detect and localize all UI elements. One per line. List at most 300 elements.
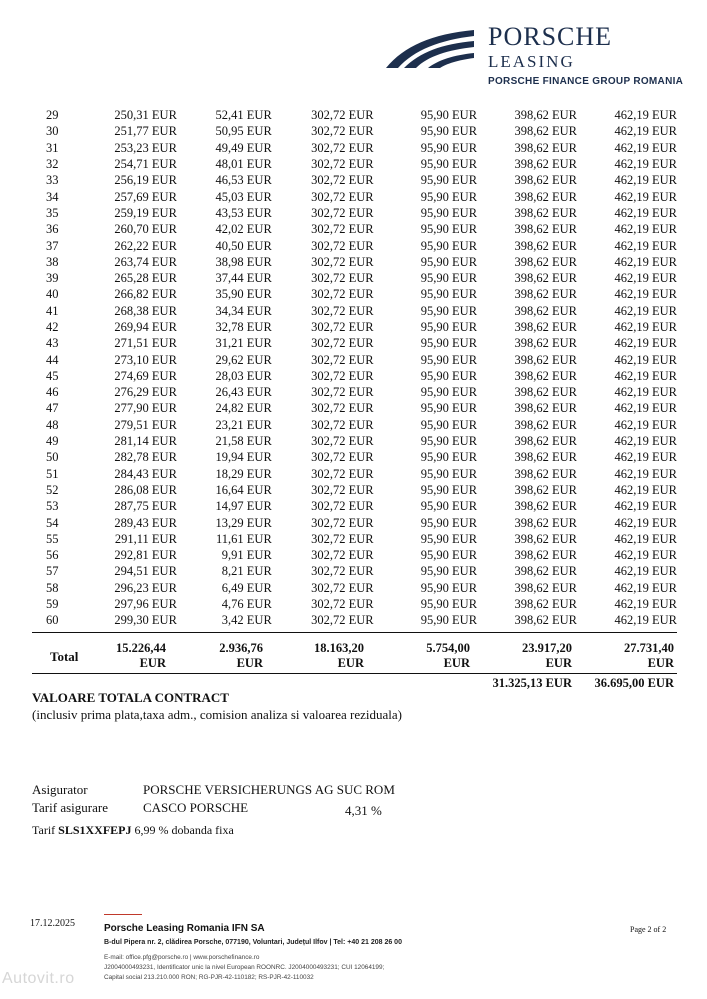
porsche-leasing-logo-icon [384,24,476,70]
insurance-tariff-label: Tarif asigurare [32,800,108,815]
table-cell: 95,90 EUR [420,205,478,220]
table-cell: 302,72 EUR [311,303,374,318]
table-cell: 462,19 EUR [614,238,677,253]
table-cell: 462,19 EUR [614,173,677,188]
grand-total-col6: 36.695,00 EUR [594,676,674,690]
table-cell: 271,51 EUR [114,336,177,351]
table-cell: 95,90 EUR [420,531,478,546]
table-cell: 302,72 EUR [311,205,374,220]
table-cell: 302,72 EUR [311,140,374,155]
installment-number: 49 [46,434,59,449]
footer-company-name: Porsche Leasing Romania IFN SA [104,923,265,934]
table-cell: 302,72 EUR [311,320,374,334]
table-cell: 273,10 EUR [114,352,177,367]
installment-number: 57 [46,564,59,579]
total-final [600,641,674,671]
table-row [32,580,677,596]
table-cell: 26,43 EUR [215,385,272,400]
table-cell: 260,70 EUR [114,222,177,237]
table-cell: 462,19 EUR [614,368,677,383]
installment-number: 34 [46,189,59,204]
table-cell: 21,58 EUR [215,434,272,449]
table-cell: 28,03 EUR [215,368,272,383]
table-cell: 13,29 EUR [215,515,272,530]
table-cell: 398,62 EUR [514,336,577,351]
table-cell: 40,50 EUR [215,238,272,253]
installment-number: 36 [46,222,59,237]
table-cell: 398,62 EUR [514,564,577,579]
table-cell: 302,72 EUR [311,482,374,497]
total-rate [300,641,364,671]
table-cell: 292,81 EUR [114,548,177,563]
footer-capital: Capital social 213.210.000 RON; RG-PJR-42-110182; RS-PJR-42-110032 [104,974,314,981]
table-cell: 253,23 EUR [114,140,177,155]
installment-number: 37 [46,238,59,253]
table-cell: 95,90 EUR [420,287,478,302]
installment-number: 39 [46,271,59,286]
total-principal [104,641,166,671]
table-row [32,172,677,188]
table-cell: 302,72 EUR [311,613,374,628]
table-cell: 49,49 EUR [215,140,272,155]
installment-number: 40 [46,287,59,302]
installment-number: 44 [46,352,59,367]
table-row [32,449,677,465]
table-cell: 282,78 EUR [114,450,177,465]
table-cell: 42,02 EUR [215,222,272,237]
installment-number: 54 [46,515,59,530]
table-cell: 95,90 EUR [420,434,478,449]
table-row [32,466,677,482]
table-cell: 43,53 EUR [215,205,272,220]
installment-number: 58 [46,580,59,595]
table-cell: 398,62 EUR [514,222,577,237]
table-cell: 462,19 EUR [614,385,677,400]
table-cell: 462,19 EUR [614,287,677,302]
table-cell: 95,90 EUR [420,417,478,432]
table-row [32,254,677,270]
table-cell: 398,62 EUR [514,482,577,497]
table-cell: 398,62 EUR [514,417,577,432]
table-cell: 95,90 EUR [420,499,478,514]
totals-top-rule [32,632,677,633]
rate-text: 6,99 % dobanda fixa [134,823,234,837]
total-principal-value: 15.226,44 [116,641,166,655]
table-cell: 398,62 EUR [514,466,577,481]
table-cell: 302,72 EUR [311,222,374,237]
table-cell: 302,72 EUR [311,466,374,481]
table-cell: 462,19 EUR [614,336,677,351]
table-cell: 398,62 EUR [514,254,577,269]
table-row [32,237,677,253]
table-row [32,417,677,433]
table-row [32,319,677,335]
table-row [32,498,677,514]
table-cell: 462,19 EUR [614,222,677,237]
insurer-value: PORSCHE VERSICHERUNGS AG SUC ROM [143,782,395,797]
table-cell: 398,62 EUR [514,450,577,465]
installment-number: 43 [46,336,59,351]
table-cell: 398,62 EUR [514,238,577,253]
table-cell: 302,72 EUR [311,352,374,367]
totals-bottom-rule [32,673,677,674]
installment-number: 38 [46,254,59,269]
watermark: Autovit.ro [2,970,75,987]
table-cell: 462,19 EUR [614,157,677,172]
installment-number: 31 [46,140,59,155]
table-row [32,531,677,547]
table-cell: 95,90 EUR [420,140,478,155]
table-cell: 95,90 EUR [420,173,478,188]
installment-number: 45 [46,368,59,383]
document-date: 17.12.2025 [30,918,75,929]
total-vat-currency: EUR [443,656,470,670]
table-cell: 8,21 EUR [221,564,272,579]
insurer-label: Asigurator [32,782,88,797]
table-cell: 95,90 EUR [420,336,478,351]
table-cell: 462,19 EUR [614,499,677,514]
table-cell: 302,72 EUR [311,417,374,432]
installment-number: 42 [46,320,59,334]
table-cell: 398,62 EUR [514,597,577,612]
table-cell: 462,19 EUR [614,254,677,269]
page-number: Page 2 of 2 [630,925,667,934]
table-cell: 254,71 EUR [114,157,177,172]
table-cell: 95,90 EUR [420,401,478,416]
insurance-tariff-percent: 4,31 % [345,803,382,818]
installment-number: 53 [46,499,59,514]
table-cell: 279,51 EUR [114,417,177,432]
total-label: Total [50,649,79,664]
table-cell: 302,72 EUR [311,336,374,351]
table-cell: 302,72 EUR [311,531,374,546]
table-row [32,123,677,139]
rate-code: SLS1XXFEPJ [58,823,132,837]
table-row [32,156,677,172]
table-cell: 95,90 EUR [420,157,478,172]
table-cell: 398,62 EUR [514,515,577,530]
table-cell: 296,23 EUR [114,580,177,595]
total-rate-currency: EUR [337,656,364,670]
table-cell: 6,49 EUR [221,580,272,595]
table-cell: 462,19 EUR [614,303,677,318]
table-cell: 302,72 EUR [311,254,374,269]
table-cell: 398,62 EUR [514,401,577,416]
table-cell: 302,72 EUR [311,580,374,595]
table-cell: 95,90 EUR [420,515,478,530]
table-cell: 95,90 EUR [420,580,478,595]
table-cell: 286,08 EUR [114,482,177,497]
table-row [32,286,677,302]
table-cell: 302,72 EUR [311,238,374,253]
installment-number: 29 [46,108,59,123]
table-cell: 95,90 EUR [420,548,478,563]
brand-subname: LEASING [488,52,575,71]
table-cell: 398,62 EUR [514,548,577,563]
table-cell: 95,90 EUR [420,189,478,204]
table-cell: 462,19 EUR [614,108,677,123]
table-row [32,368,677,384]
table-cell: 19,94 EUR [215,450,272,465]
table-cell: 11,61 EUR [216,531,272,546]
table-cell: 250,31 EUR [114,108,177,123]
brand-group: PORSCHE FINANCE GROUP ROMANIA [488,76,684,87]
table-row [32,547,677,563]
table-cell: 24,82 EUR [215,401,272,416]
installment-number: 35 [46,205,59,220]
table-cell: 31,21 EUR [215,336,272,351]
insurance-tariff-value: CASCO PORSCHE [143,800,249,815]
total-with-vat-currency: EUR [545,656,572,670]
table-cell: 398,62 EUR [514,352,577,367]
table-cell: 398,62 EUR [514,287,577,302]
rate-prefix: Tarif [32,823,56,837]
table-cell: 462,19 EUR [614,124,677,139]
table-cell: 3,42 EUR [221,613,272,628]
table-cell: 95,90 EUR [420,482,478,497]
table-cell: 462,19 EUR [614,271,677,286]
installment-number: 60 [46,613,59,628]
table-row [32,563,677,579]
table-cell: 462,19 EUR [614,205,677,220]
installment-number: 56 [46,548,59,563]
table-cell: 398,62 EUR [514,499,577,514]
total-principal-currency: EUR [139,656,166,670]
table-cell: 398,62 EUR [514,173,577,188]
table-cell: 37,44 EUR [215,271,272,286]
table-row [32,270,677,286]
table-cell: 291,11 EUR [114,531,177,546]
table-cell: 95,90 EUR [420,352,478,367]
installment-number: 51 [46,466,59,481]
table-cell: 302,72 EUR [311,548,374,563]
table-cell: 95,90 EUR [420,271,478,286]
table-cell: 302,72 EUR [311,434,374,449]
table-cell: 257,69 EUR [114,189,177,204]
table-cell: 398,62 EUR [514,434,577,449]
table-cell: 462,19 EUR [614,597,677,612]
installment-number: 59 [46,597,59,612]
table-cell: 299,30 EUR [114,613,177,628]
table-cell: 302,72 EUR [311,189,374,204]
table-cell: 398,62 EUR [514,124,577,139]
company-header [384,22,694,92]
footer-accent-line [104,914,142,915]
table-cell: 95,90 EUR [420,108,478,123]
installment-number: 55 [46,531,59,546]
table-row [32,612,677,628]
table-cell: 302,72 EUR [311,108,374,123]
table-cell: 34,34 EUR [215,303,272,318]
table-row [32,205,677,221]
table-cell: 462,19 EUR [614,401,677,416]
payment-schedule-body [32,107,677,629]
table-cell: 38,98 EUR [215,254,272,269]
total-with-vat-value: 23.917,20 [522,641,572,655]
table-cell: 302,72 EUR [311,271,374,286]
table-cell: 302,72 EUR [311,173,374,188]
table-row [32,482,677,498]
table-cell: 462,19 EUR [614,189,677,204]
table-cell: 95,90 EUR [420,466,478,481]
table-cell: 262,22 EUR [114,238,177,253]
table-cell: 284,43 EUR [114,466,177,481]
table-cell: 95,90 EUR [420,613,478,628]
brand-name: PORSCHE [488,22,613,51]
table-cell: 18,29 EUR [215,466,272,481]
table-cell: 32,78 EUR [215,320,272,334]
table-cell: 35,90 EUR [215,287,272,302]
table-cell: 95,90 EUR [420,564,478,579]
table-cell: 52,41 EUR [215,108,272,123]
table-cell: 398,62 EUR [514,271,577,286]
table-cell: 302,72 EUR [311,450,374,465]
table-cell: 95,90 EUR [420,238,478,253]
total-with-vat [500,641,572,671]
table-cell: 462,19 EUR [614,140,677,155]
table-cell: 398,62 EUR [514,157,577,172]
total-final-currency: EUR [647,656,674,670]
table-cell: 16,64 EUR [215,482,272,497]
installment-number: 47 [46,401,59,416]
table-cell: 398,62 EUR [514,205,577,220]
table-cell: 462,19 EUR [614,548,677,563]
table-cell: 265,28 EUR [114,271,177,286]
table-cell: 259,19 EUR [114,205,177,220]
installment-number: 46 [46,385,59,400]
table-cell: 276,29 EUR [114,385,177,400]
table-cell: 462,19 EUR [614,482,677,497]
table-cell: 398,62 EUR [514,613,577,628]
installment-number: 33 [46,173,59,188]
table-cell: 302,72 EUR [311,499,374,514]
table-row [32,384,677,400]
table-cell: 268,38 EUR [114,303,177,318]
table-cell: 95,90 EUR [420,124,478,139]
table-cell: 281,14 EUR [114,434,177,449]
installment-number: 41 [46,303,59,318]
table-cell: 462,19 EUR [614,320,677,334]
total-interest [200,641,263,671]
table-cell: 9,91 EUR [221,548,272,563]
table-row [32,188,677,204]
table-cell: 289,43 EUR [114,515,177,530]
table-cell: 269,94 EUR [114,320,177,334]
table-cell: 266,82 EUR [114,287,177,302]
table-cell: 462,19 EUR [614,450,677,465]
table-cell: 251,77 EUR [114,124,177,139]
table-cell: 95,90 EUR [420,222,478,237]
installment-number: 32 [46,157,59,172]
table-cell: 398,62 EUR [514,368,577,383]
table-cell: 398,62 EUR [514,108,577,123]
table-cell: 287,75 EUR [114,499,177,514]
table-cell: 46,53 EUR [215,173,272,188]
table-cell: 462,19 EUR [614,531,677,546]
table-cell: 398,62 EUR [514,303,577,318]
table-row [32,433,677,449]
footer-address: B-dul Pipera nr. 2, clădirea Porsche, 077190, Voluntari, Județul Ilfov | Tel: +40 21 208 26 00 [104,939,402,946]
table-row [32,107,677,123]
table-cell: 294,51 EUR [114,564,177,579]
table-cell: 297,96 EUR [114,597,177,612]
grand-total-col5: 31.325,13 EUR [492,676,572,690]
table-cell: 4,76 EUR [221,597,272,612]
table-row [32,335,677,351]
total-interest-value: 2.936,76 [219,641,263,655]
installment-number: 48 [46,417,59,432]
installment-number: 30 [46,124,59,139]
table-cell: 462,19 EUR [614,564,677,579]
table-cell: 398,62 EUR [514,189,577,204]
table-cell: 95,90 EUR [420,450,478,465]
table-cell: 95,90 EUR [420,385,478,400]
total-final-value: 27.731,40 [624,641,674,655]
table-cell: 462,19 EUR [614,580,677,595]
table-cell: 398,62 EUR [514,320,577,334]
table-cell: 462,19 EUR [614,417,677,432]
table-cell: 95,90 EUR [420,597,478,612]
table-cell: 398,62 EUR [514,385,577,400]
table-row [32,596,677,612]
table-cell: 256,19 EUR [114,173,177,188]
table-cell: 263,74 EUR [114,254,177,269]
table-cell: 302,72 EUR [311,385,374,400]
table-cell: 48,01 EUR [215,157,272,172]
table-cell: 462,19 EUR [614,515,677,530]
table-cell: 277,90 EUR [114,401,177,416]
table-cell: 14,97 EUR [215,499,272,514]
table-cell: 398,62 EUR [514,531,577,546]
table-cell: 302,72 EUR [311,368,374,383]
table-cell: 50,95 EUR [215,124,272,139]
total-rate-value: 18.163,20 [314,641,364,655]
contract-total-note: (inclusiv prima plata,taxa adm., comision analiza si valoarea reziduala) [32,707,402,722]
table-row [32,400,677,416]
table-row [32,221,677,237]
table-row [32,140,677,156]
contract-total-title: VALOARE TOTALA CONTRACT [32,690,229,705]
table-row [32,351,677,367]
table-cell: 462,19 EUR [614,352,677,367]
total-vat-value: 5.754,00 [426,641,470,655]
total-vat [404,641,470,671]
table-cell: 302,72 EUR [311,287,374,302]
table-cell: 302,72 EUR [311,564,374,579]
table-cell: 302,72 EUR [311,157,374,172]
installment-number: 50 [46,450,59,465]
table-row [32,303,677,319]
table-cell: 274,69 EUR [114,368,177,383]
payment-schedule-table [32,107,677,629]
table-cell: 45,03 EUR [215,189,272,204]
footer-email[interactable]: E-mail: office.pfg@porsche.ro | www.porschefinance.ro [104,954,260,961]
table-cell: 302,72 EUR [311,515,374,530]
total-interest-currency: EUR [236,656,263,670]
table-row [32,514,677,530]
table-cell: 398,62 EUR [514,580,577,595]
table-cell: 29,62 EUR [215,352,272,367]
table-cell: 302,72 EUR [311,597,374,612]
footer-registration: J2004000493231, Identificator unic la nivel European ROONRC. J2004000493231; CUI 12064199; [104,964,385,971]
interest-rate-line [32,823,234,838]
table-cell: 462,19 EUR [614,466,677,481]
installment-number: 52 [46,482,59,497]
table-cell: 398,62 EUR [514,140,577,155]
table-cell: 95,90 EUR [420,303,478,318]
table-cell: 302,72 EUR [311,401,374,416]
table-cell: 95,90 EUR [420,254,478,269]
